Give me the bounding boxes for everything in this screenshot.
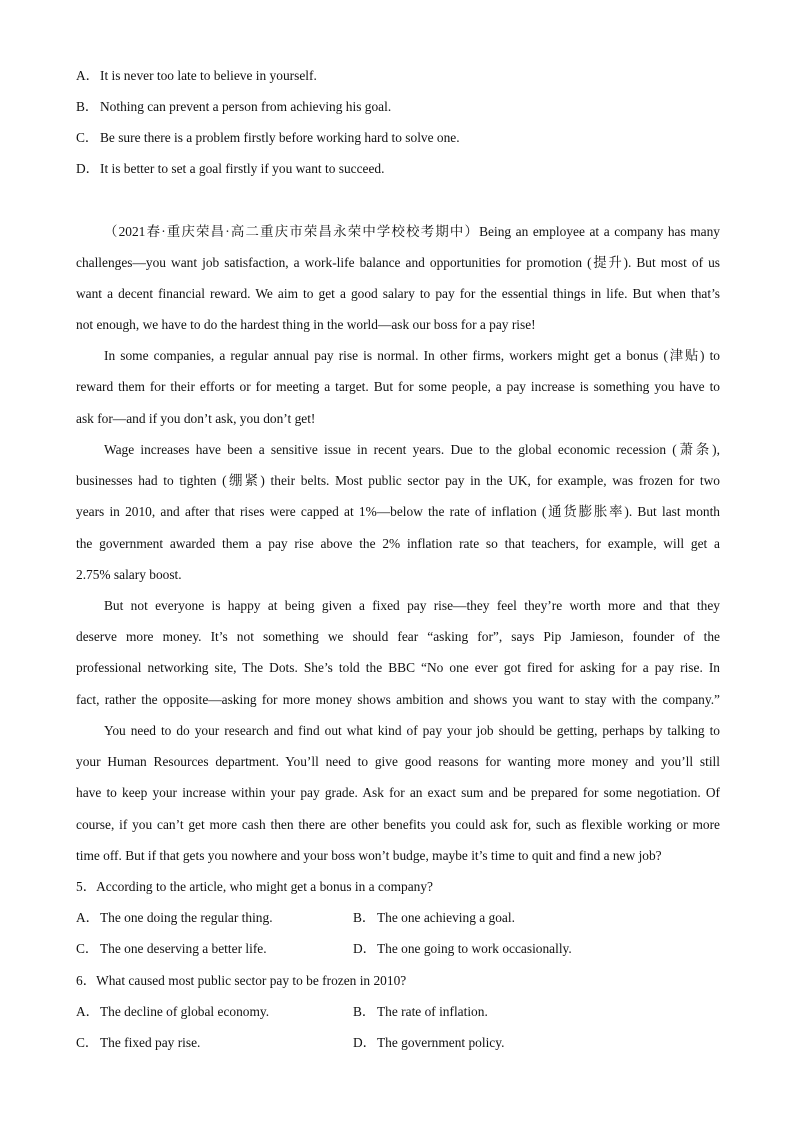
passage-line: Wage increases have been a sensitive issue in recent years. Due to the global economic recession (萧条), (104, 442, 720, 457)
option-text: The one going to work occasionally. (377, 941, 572, 956)
passage-line: challenges—you want job satisfaction, a work-life balance and opportunities for promotion (提升). But most of us (76, 255, 720, 270)
q6-option-a (76, 1004, 269, 1020)
q5-option-b (353, 910, 515, 926)
q4-option-b (76, 99, 391, 115)
option-text: It is better to set a goal firstly if you want to succeed. (100, 161, 385, 176)
option-letter: A． (76, 68, 100, 83)
option-letter: B． (353, 910, 376, 925)
option-text: The one achieving a goal. (377, 910, 515, 925)
q6-option-b (353, 1004, 488, 1020)
passage-line: your Human Resources department. You’ll need to give good reasons for wanting more money and you’ll still (76, 754, 720, 769)
option-text: Nothing can prevent a person from achieving his goal. (100, 99, 392, 114)
passage-line: deserve more money. It’s not something we should fear “asking for”, says Pip Jamieson, founder of the (76, 629, 720, 644)
q4-option-c (76, 130, 460, 146)
passage-line: reward them for their efforts or for meeting a target. But for some people, a pay increase is something you have to (76, 379, 720, 394)
option-text: The fixed pay rise. (100, 1035, 201, 1050)
passage-line: You need to do your research and find out what kind of pay your job should be getting, perhaps by talking to (104, 723, 720, 738)
option-text: The decline of global economy. (100, 1004, 270, 1019)
option-letter: D． (353, 1035, 377, 1050)
passage-line: ask for—and if you don’t ask, you don’t get! (76, 411, 316, 426)
passage-line: 2.75% salary boost. (76, 567, 182, 582)
option-letter: C． (76, 941, 99, 956)
passage-line: fact, rather the opposite—asking for more money shows ambition and shows you want to stay with the company.” (76, 692, 720, 707)
q5-option-a (76, 910, 273, 926)
option-letter: A． (76, 910, 100, 925)
passage-line: have to keep your increase within your pay grade. Ask for an exact sum and be prepared for some negotiation. Of (76, 785, 720, 800)
passage-line: professional networking site, The Dots. She’s told the BBC “No one ever got fired for asking for a pay rise. In (76, 660, 720, 675)
option-letter: A． (76, 1004, 100, 1019)
option-letter: D． (353, 941, 377, 956)
q5-option-c (76, 941, 267, 957)
passage-line: businesses had to tighten (绷紧) their belts. Most public sector pay in the UK, for example, was frozen for two (76, 473, 720, 488)
passage-line: In some companies, a regular annual pay rise is normal. In other firms, workers might get a bonus (津贴) to (104, 348, 720, 363)
passage-line: years in 2010, and after that rises were capped at 1%—below the rate of inflation (通货膨胀率). But last month (76, 504, 720, 519)
passage-line: want a decent financial reward. We aim to get a good salary to pay for the essential things in life. But when that’s (76, 286, 720, 301)
option-letter: B． (76, 99, 99, 114)
q4-option-d (76, 161, 384, 177)
option-letter: C． (76, 130, 99, 145)
passage-line: not enough, we have to do the hardest thing in the world—ask our boss for a pay rise! (76, 317, 536, 332)
passage-line: But not everyone is happy at being given a fixed pay rise—they feel they’re worth more and that they (104, 598, 720, 613)
passage-line: the government awarded them a pay rise above the 2% inflation rate so that teachers, for example, will get a (76, 536, 720, 551)
option-text: The one doing the regular thing. (100, 910, 273, 925)
q6-option-d (353, 1035, 504, 1051)
option-letter: D． (76, 161, 100, 176)
option-text: The government policy. (377, 1035, 505, 1050)
passage-line: course, if you can’t get more cash then there are other benefits you could ask for, such as flexible working or more (76, 817, 720, 832)
q6-option-c (76, 1035, 200, 1051)
option-text: The one deserving a better life. (100, 941, 267, 956)
q5-stem: 5．According to the article, who might get a bonus in a company? (76, 879, 433, 894)
passage-line: （2021春·重庆荣昌·高二重庆市荣昌永荣中学校校考期中）Being an employee at a company has many (104, 224, 720, 239)
option-letter: B． (353, 1004, 376, 1019)
option-text: Be sure there is a problem firstly before working hard to solve one. (100, 130, 460, 145)
q4-option-a (76, 68, 317, 84)
passage-line: time off. But if that gets you nowhere and your boss won’t budge, maybe it’s time to quit and find a new job? (76, 848, 662, 863)
q5-option-d (353, 941, 572, 957)
option-text: The rate of inflation. (377, 1004, 488, 1019)
q6-stem: 6．What caused most public sector pay to be frozen in 2010? (76, 973, 407, 988)
option-text: It is never too late to believe in yourself. (100, 68, 317, 83)
option-letter: C． (76, 1035, 99, 1050)
